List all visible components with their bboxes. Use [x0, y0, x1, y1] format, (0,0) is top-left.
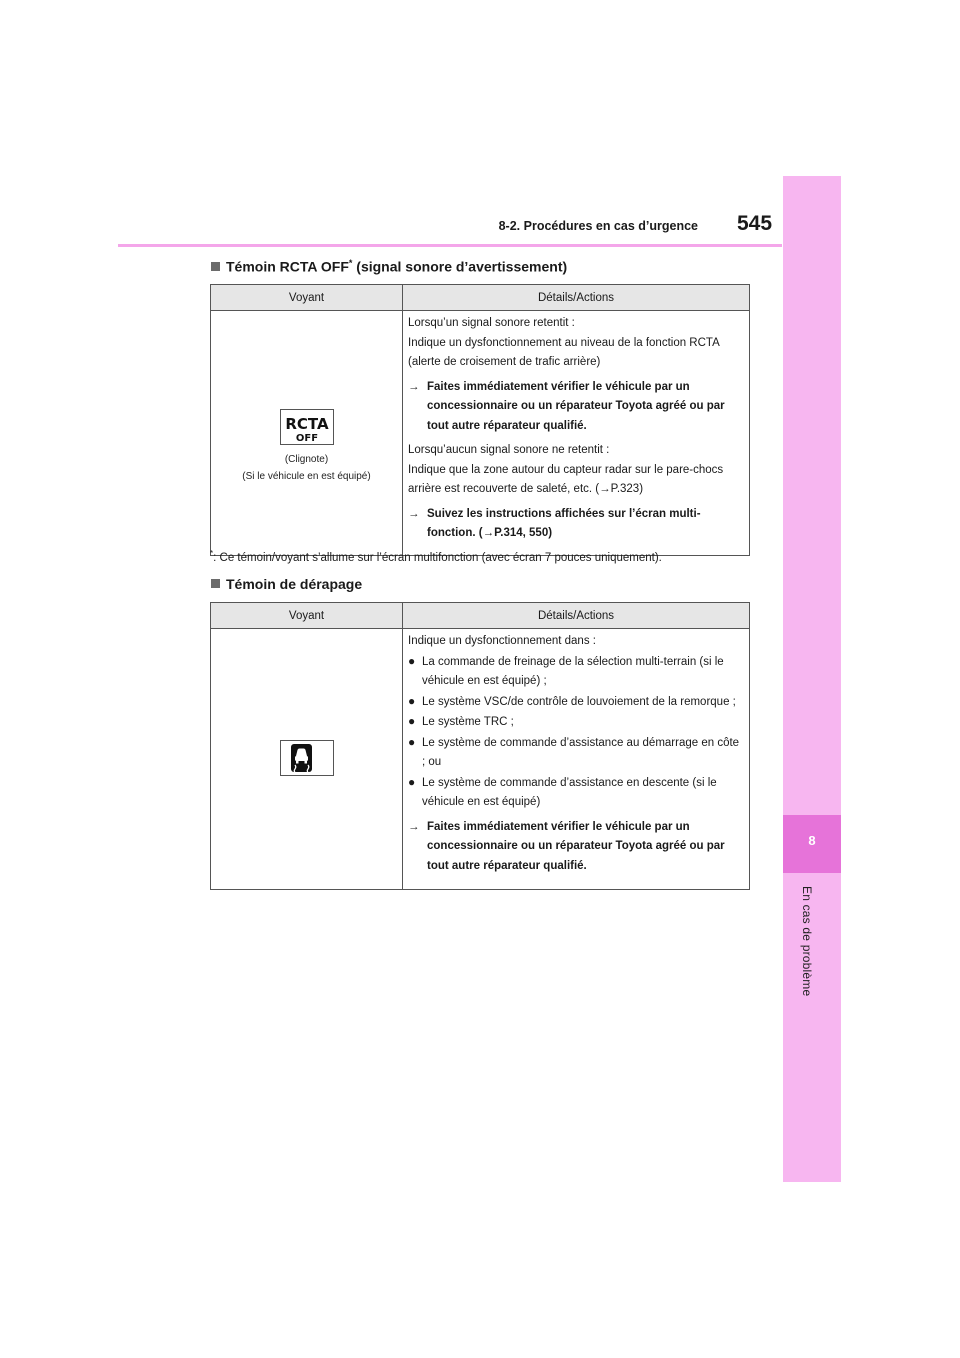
page-number: 545	[737, 212, 773, 235]
bullet-icon: ●	[408, 734, 416, 749]
details-cell	[403, 629, 750, 890]
rcta-off-icon	[280, 409, 334, 445]
details-text: Indique que la zone autour du capteur radar sur le pare-chocs arrière est recouverte de saleté, etc. (→P.323)	[408, 463, 724, 495]
page-reference: P.323	[610, 483, 640, 495]
header-rule	[118, 244, 782, 247]
bullet-icon: ●	[408, 774, 416, 789]
table-row	[211, 311, 750, 556]
slip-indicator-icon	[280, 740, 334, 776]
chapter-side-tab	[783, 176, 841, 1182]
chapter-number: 8	[808, 833, 816, 848]
column-header-voyant: Voyant	[211, 603, 403, 629]
caption-blink: (Clignote)	[284, 454, 329, 465]
action-text: → Faites immédiatement vérifier le véhicule par un concessionnaire ou un réparateur Toyota agréé ou par tout autre réparateur qualifié.	[408, 378, 743, 437]
column-header-voyant: Voyant	[211, 285, 403, 311]
rcta-table	[210, 284, 750, 556]
list-item: ● Le système TRC ;	[408, 712, 743, 733]
bullet-icon: ●	[408, 653, 416, 668]
bullet-icon: ●	[408, 693, 416, 708]
arrow-icon: →	[408, 820, 420, 833]
heading-square-icon	[211, 579, 220, 588]
arrow-icon: →	[408, 507, 420, 520]
details-text: Indique un dysfonctionnement au niveau de la fonction RCTA (alerte de croisement de trafic arrière)	[408, 336, 720, 368]
arrow-icon: →	[599, 483, 611, 495]
rcta-icon-text: RCTA	[284, 414, 329, 433]
table-row	[211, 629, 750, 890]
chapter-label: En cas de problème	[800, 886, 814, 997]
action-text: → Faites immédiatement vérifier le véhicule par un concessionnaire ou un réparateur Toyota agréé ou par tout autre réparateur qualifié.	[408, 818, 743, 877]
off-icon-text: OFF	[295, 432, 318, 444]
heading-rcta-off: Témoin RCTA OFF* (signal sonore d’avertissement)	[211, 258, 567, 275]
page-reference: P.314, 550	[494, 527, 549, 539]
details-cell	[403, 311, 750, 556]
slip-table	[210, 602, 750, 890]
details-text: Lorsqu’aucun signal sonore ne retentit :	[408, 444, 610, 456]
column-header-details: Détails/Actions	[403, 285, 750, 311]
section-title: 8-2. Procédures en cas d’urgence	[498, 219, 698, 233]
details-text: Lorsqu’un signal sonore retentit :	[408, 317, 575, 329]
list-item: ● La commande de freinage de la sélection multi-terrain (si le véhicule en est équipé) ;	[408, 653, 724, 687]
footnote: *: Ce témoin/voyant s’allume sur l’écran multifonction (avec écran 7 pouces uniquement).	[210, 549, 662, 564]
list-item: ● Le système VSC/de contrôle de louvoiement de la remorque ;	[408, 692, 743, 713]
heading-slip-indicator: Témoin de dérapage	[211, 576, 362, 592]
arrow-icon: →	[408, 380, 420, 393]
bullet-icon: ●	[408, 714, 416, 728]
indicator-cell	[211, 629, 403, 890]
list-item: ● Le système de commande d’assistance au démarrage en côte ; ou	[408, 734, 740, 768]
list-item: ● Le système de commande d’assistance en descente (si le véhicule en est équipé)	[408, 774, 717, 808]
caption-equipped: (Si le véhicule en est équipé)	[242, 471, 371, 482]
indicator-cell	[211, 311, 403, 556]
footnote-marker: *	[348, 258, 353, 268]
heading-square-icon	[211, 262, 220, 271]
table-header-row	[211, 603, 750, 629]
action-text: → Suivez les instructions affichées sur l’écran multi-fonction. (→P.314, 550)	[408, 505, 743, 544]
details-text: Indique un dysfonctionnement dans :	[408, 635, 596, 647]
column-header-details: Détails/Actions	[403, 603, 750, 629]
arrow-icon: →	[482, 527, 495, 539]
table-header-row	[211, 285, 750, 311]
